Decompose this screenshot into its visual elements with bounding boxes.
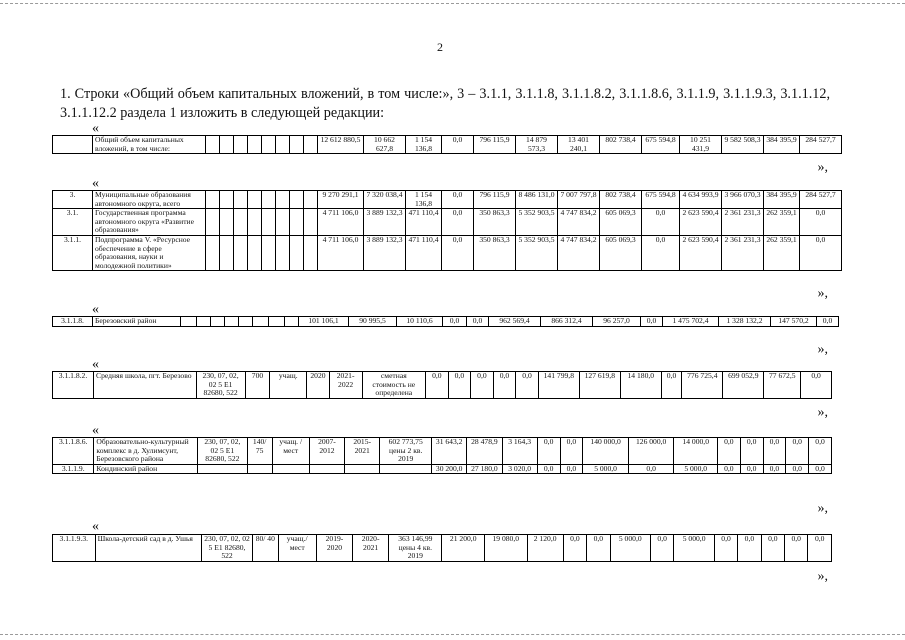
table-cell: [225, 317, 239, 327]
table-cell: [248, 136, 262, 154]
table-cell: 1 154 136,8: [406, 191, 442, 209]
table-cell: 0,0: [809, 438, 832, 465]
table-row: [53, 317, 839, 327]
table-cell: 0,0: [763, 464, 786, 474]
table-cell: 3.1.1.: [53, 235, 93, 270]
quote-close: »,: [817, 405, 828, 420]
quote-close: »,: [817, 286, 828, 301]
table-cell: [206, 191, 220, 209]
table-row: [53, 535, 832, 562]
table-khulimsunt-konda: [52, 437, 832, 474]
table-cell: 31 643,2: [432, 438, 467, 465]
table-cell: 27 180,0: [467, 464, 502, 474]
table-cell: 602 773,75 цены 2 кв. 2019: [380, 438, 432, 465]
table-cell: 605 069,3: [600, 235, 642, 270]
table-cell: [276, 136, 290, 154]
table-cell: [211, 317, 225, 327]
table-cell: [234, 136, 248, 154]
table-cell: Муниципальные образования автономного округа, всего: [93, 191, 206, 209]
table-school-berezovo: [52, 371, 832, 399]
table-cell: 471 110,4: [406, 209, 442, 236]
table-cell: 5 352 903,5: [516, 209, 558, 236]
table-cell: 0,0: [448, 372, 471, 399]
table-row: [53, 235, 842, 270]
table-cell: 2 120,0: [527, 535, 563, 562]
table-cell: 2007-2012: [309, 438, 344, 465]
table-cell: [285, 317, 299, 327]
page-number: 2: [437, 40, 443, 54]
table-cell: 0,0: [650, 535, 673, 562]
table-cell: [181, 317, 197, 327]
table-cell: [198, 464, 248, 474]
table-cell: [304, 191, 318, 209]
table-cell: Школа-детский сад в д. Ушья: [95, 535, 201, 562]
quote-open: «: [92, 423, 99, 438]
table-cell: 3.1.: [53, 209, 93, 236]
quote-close: »,: [817, 569, 828, 584]
table-cell: 699 052,9: [723, 372, 764, 399]
table-cell: 230, 07, 02, 02 5 Е1 82680, 522: [198, 438, 248, 465]
table-cell: 230, 07, 02, 02 5 Е1 82680, 522: [196, 372, 245, 399]
table-cell: 19 080,0: [484, 535, 527, 562]
table-cell: 9 270 291,1: [318, 191, 364, 209]
table-cell: 4 747 834,2: [558, 235, 600, 270]
table-cell: 0,0: [717, 438, 740, 465]
table-cell: [220, 209, 234, 236]
table-cell: Подпрограмма V. «Ресурсное обеспечение в сфере образования, науки и молодежной политики»: [93, 235, 206, 270]
table-cell: 7 320 038,4: [364, 191, 406, 209]
table-cell: [290, 209, 304, 236]
table-cell: 4 634 993,9: [680, 191, 722, 209]
table-cell: [220, 235, 234, 270]
table-cell: Образовательно-культурный комплекс в д. Хулимсунт, Березовского района: [94, 438, 198, 465]
table-cell: 140 000,0: [583, 438, 629, 465]
table-cell: 3 889 132,3: [364, 209, 406, 236]
table-cell: 0,0: [763, 438, 786, 465]
table-cell: 5 000,0: [674, 535, 714, 562]
table-cell: 2021-2022: [329, 372, 362, 399]
table-cell: 0,0: [537, 464, 560, 474]
table-cell: [309, 464, 344, 474]
quote-close: »,: [817, 501, 828, 516]
table-row: [53, 209, 842, 236]
table-cell: [262, 191, 276, 209]
table-cell: [220, 191, 234, 209]
table-cell: [206, 136, 220, 154]
table-cell: 9 582 508,3: [722, 136, 764, 154]
table-cell: [276, 235, 290, 270]
table-cell: [234, 191, 248, 209]
table-cell: [247, 464, 272, 474]
table-cell: 284 527,7: [800, 191, 842, 209]
table-cell: 0,0: [785, 535, 808, 562]
table-cell: [248, 209, 262, 236]
table-cell: 802 738,4: [600, 136, 642, 154]
table-cell: 5 352 903,5: [516, 235, 558, 270]
table-cell: учащ. / мест: [272, 438, 309, 465]
table-cell: 2 361 231,3: [722, 209, 764, 236]
table-cell: 147 570,2: [771, 317, 817, 327]
table-cell: 0,0: [467, 317, 489, 327]
table-cell: [262, 209, 276, 236]
table-cell: 776 725,4: [682, 372, 723, 399]
table-cell: [290, 136, 304, 154]
table-cell: 10 110,6: [397, 317, 443, 327]
table-row: [53, 438, 832, 465]
scan-top-edge: [0, 3, 905, 4]
table-cell: 77 672,5: [764, 372, 801, 399]
table-cell: 141 799,8: [538, 372, 579, 399]
table-cell: 262 359,1: [764, 235, 800, 270]
table-cell: 30 200,0: [432, 464, 467, 474]
table-cell: Государственная программа автономного округа «Развитие образования»: [93, 209, 206, 236]
table-cell: 363 146,99 цены 4 кв. 2019: [389, 535, 442, 562]
table-cell: 127 619,8: [579, 372, 620, 399]
table-cell: 28 478,9: [467, 438, 502, 465]
table-cell: 2020: [307, 372, 330, 399]
table-municipal: [52, 190, 842, 271]
table-cell: 14 879 573,3: [516, 136, 558, 154]
table-cell: Средняя школа, пгт. Березово: [94, 372, 197, 399]
table-cell: 2 361 231,3: [722, 235, 764, 270]
table-cell: 350 863,3: [474, 209, 516, 236]
table-total: [52, 135, 842, 154]
table-cell: 2 623 590,4: [680, 235, 722, 270]
table-cell: 3.1.1.8.6.: [53, 438, 94, 465]
table-cell: 284 527,7: [800, 136, 842, 154]
table-cell: 675 594,8: [642, 191, 680, 209]
table-cell: 605 069,3: [600, 209, 642, 236]
table-cell: 14 000,0: [674, 438, 718, 465]
table-cell: [276, 209, 290, 236]
table-cell: Общий объем капитальных вложений, в том числе:: [93, 136, 206, 154]
table-ushya-school: [52, 534, 832, 562]
table-cell: 1 328 132,2: [719, 317, 771, 327]
table-cell: 7 007 797,8: [558, 191, 600, 209]
table-cell: 230, 07, 02, 02 5 Е1 82680, 522: [201, 535, 252, 562]
table-cell: 3.1.1.8.2.: [53, 372, 94, 399]
table-cell: 0,0: [426, 372, 449, 399]
table-cell: 2019-2020: [316, 535, 352, 562]
table-cell: 0,0: [809, 464, 832, 474]
table-row: [53, 191, 842, 209]
table-cell: [262, 136, 276, 154]
table-cell: 101 106,1: [299, 317, 349, 327]
table-cell: 0,0: [786, 464, 809, 474]
table-cell: 962 569,4: [489, 317, 541, 327]
table-cell: [234, 235, 248, 270]
table-cell: учащ.: [270, 372, 307, 399]
table-cell: учащ./ мест: [278, 535, 316, 562]
quote-open: «: [92, 519, 99, 534]
table-cell: 384 395,9: [764, 191, 800, 209]
table-cell: 0,0: [442, 235, 474, 270]
table-cell: [253, 317, 269, 327]
table-cell: 3 164,3: [502, 438, 537, 465]
table-cell: 0,0: [661, 372, 682, 399]
table-cell: 3 889 132,3: [364, 235, 406, 270]
table-cell: 5 000,0: [674, 464, 718, 474]
table-cell: 0,0: [738, 535, 761, 562]
table-cell: [239, 317, 253, 327]
table-cell: 10 251 431,9: [680, 136, 722, 154]
table-cell: 0,0: [740, 438, 763, 465]
table-cell: 96 257,0: [593, 317, 641, 327]
table-cell: 0,0: [642, 235, 680, 270]
table-cell: 21 200,0: [442, 535, 485, 562]
table-cell: 700: [245, 372, 270, 399]
table-cell: 0,0: [560, 438, 583, 465]
quote-close: »,: [817, 160, 828, 175]
table-cell: 0,0: [516, 372, 539, 399]
table-cell: 2 623 590,4: [680, 209, 722, 236]
table-cell: 796 115,9: [474, 191, 516, 209]
table-cell: [276, 191, 290, 209]
table-cell: [206, 235, 220, 270]
table-cell: 14 180,0: [620, 372, 661, 399]
table-cell: [304, 136, 318, 154]
table-cell: [304, 209, 318, 236]
table-cell: 0,0: [628, 464, 674, 474]
table-cell: [248, 235, 262, 270]
table-cell: [53, 136, 93, 154]
table-cell: 0,0: [493, 372, 516, 399]
table-cell: 0,0: [641, 317, 663, 327]
table-cell: 0,0: [442, 136, 474, 154]
table-cell: 0,0: [537, 438, 560, 465]
table-cell: 3 020,0: [502, 464, 537, 474]
table-cell: 4 711 106,0: [318, 235, 364, 270]
table-cell: 12 612 880,5: [318, 136, 364, 154]
table-cell: 0,0: [471, 372, 494, 399]
table-cell: 0,0: [801, 372, 832, 399]
table-cell: [304, 235, 318, 270]
table-cell: 3.1.1.9.3.: [53, 535, 96, 562]
table-cell: [248, 191, 262, 209]
table-cell: [380, 464, 432, 474]
table-cell: 0,0: [717, 464, 740, 474]
table-cell: 13 401 240,1: [558, 136, 600, 154]
table-cell: [220, 136, 234, 154]
table-cell: 0,0: [642, 209, 680, 236]
table-row: [53, 372, 832, 399]
table-cell: 8 486 131,0: [516, 191, 558, 209]
table-cell: 3.: [53, 191, 93, 209]
table-cell: 0,0: [740, 464, 763, 474]
table-cell: 2020-2021: [353, 535, 389, 562]
table-cell: 796 115,9: [474, 136, 516, 154]
table-cell: 4 711 106,0: [318, 209, 364, 236]
table-berezovsky: [52, 316, 839, 327]
amendment-paragraph: 1. Строки «Общий объем капитальных вложений, в том числе:», 3 – 3.1.1, 3.1.1.8, 3.1.1.8.2, 3.1.1.8.6, 3.1.1.9, 3.1.1.9.3, 3.1.1.12, 3.1.1.12.2 раздела 1 изложить в следующей редакции:: [60, 86, 830, 121]
table-cell: 4 747 834,2: [558, 209, 600, 236]
table-cell: 262 359,1: [764, 209, 800, 236]
table-cell: 675 594,8: [642, 136, 680, 154]
table-cell: 0,0: [714, 535, 737, 562]
table-cell: 0,0: [563, 535, 586, 562]
table-cell: 0,0: [560, 464, 583, 474]
table-cell: [234, 209, 248, 236]
table-cell: 3 966 070,3: [722, 191, 764, 209]
table-cell: 5 000,0: [610, 535, 650, 562]
table-cell: [262, 235, 276, 270]
table-cell: 866 312,4: [541, 317, 593, 327]
table-cell: 5 000,0: [583, 464, 629, 474]
table-cell: 384 395,9: [764, 136, 800, 154]
table-row: [53, 464, 832, 474]
table-cell: 0,0: [587, 535, 610, 562]
table-cell: 3.1.1.8.: [53, 317, 93, 327]
table-cell: 140/ 75: [247, 438, 272, 465]
table-cell: [206, 209, 220, 236]
quote-close: »,: [817, 342, 828, 357]
table-cell: 1 475 702,4: [663, 317, 719, 327]
table-cell: 0,0: [442, 191, 474, 209]
table-cell: [345, 464, 380, 474]
table-cell: 2015-2021: [345, 438, 380, 465]
table-cell: 0,0: [443, 317, 467, 327]
table-cell: 350 863,3: [474, 235, 516, 270]
table-row: [53, 136, 842, 154]
table-cell: 3.1.1.9.: [53, 464, 94, 474]
table-cell: 802 738,4: [600, 191, 642, 209]
quote-open: «: [92, 357, 99, 372]
table-cell: Березовский район: [93, 317, 181, 327]
table-cell: [290, 191, 304, 209]
quote-open: «: [92, 302, 99, 317]
table-cell: 0,0: [800, 235, 842, 270]
table-cell: [269, 317, 285, 327]
table-cell: 126 000,0: [628, 438, 674, 465]
table-cell: [197, 317, 211, 327]
table-cell: Кондинский район: [94, 464, 198, 474]
table-cell: [290, 235, 304, 270]
table-cell: 10 662 627,8: [364, 136, 406, 154]
quote-open: «: [92, 176, 99, 191]
table-cell: 0,0: [808, 535, 832, 562]
table-cell: 0,0: [442, 209, 474, 236]
table-cell: 0,0: [786, 438, 809, 465]
table-cell: 90 995,5: [349, 317, 397, 327]
table-cell: [272, 464, 309, 474]
table-cell: 0,0: [817, 317, 839, 327]
scan-bottom-edge: [0, 634, 905, 635]
table-cell: 1 154 136,8: [406, 136, 442, 154]
table-cell: 80/ 40: [253, 535, 279, 562]
table-cell: 0,0: [761, 535, 784, 562]
quote-open: «: [92, 121, 99, 136]
table-cell: сметная стоимость не определена: [362, 372, 426, 399]
table-cell: 0,0: [800, 209, 842, 236]
table-cell: 471 110,4: [406, 235, 442, 270]
